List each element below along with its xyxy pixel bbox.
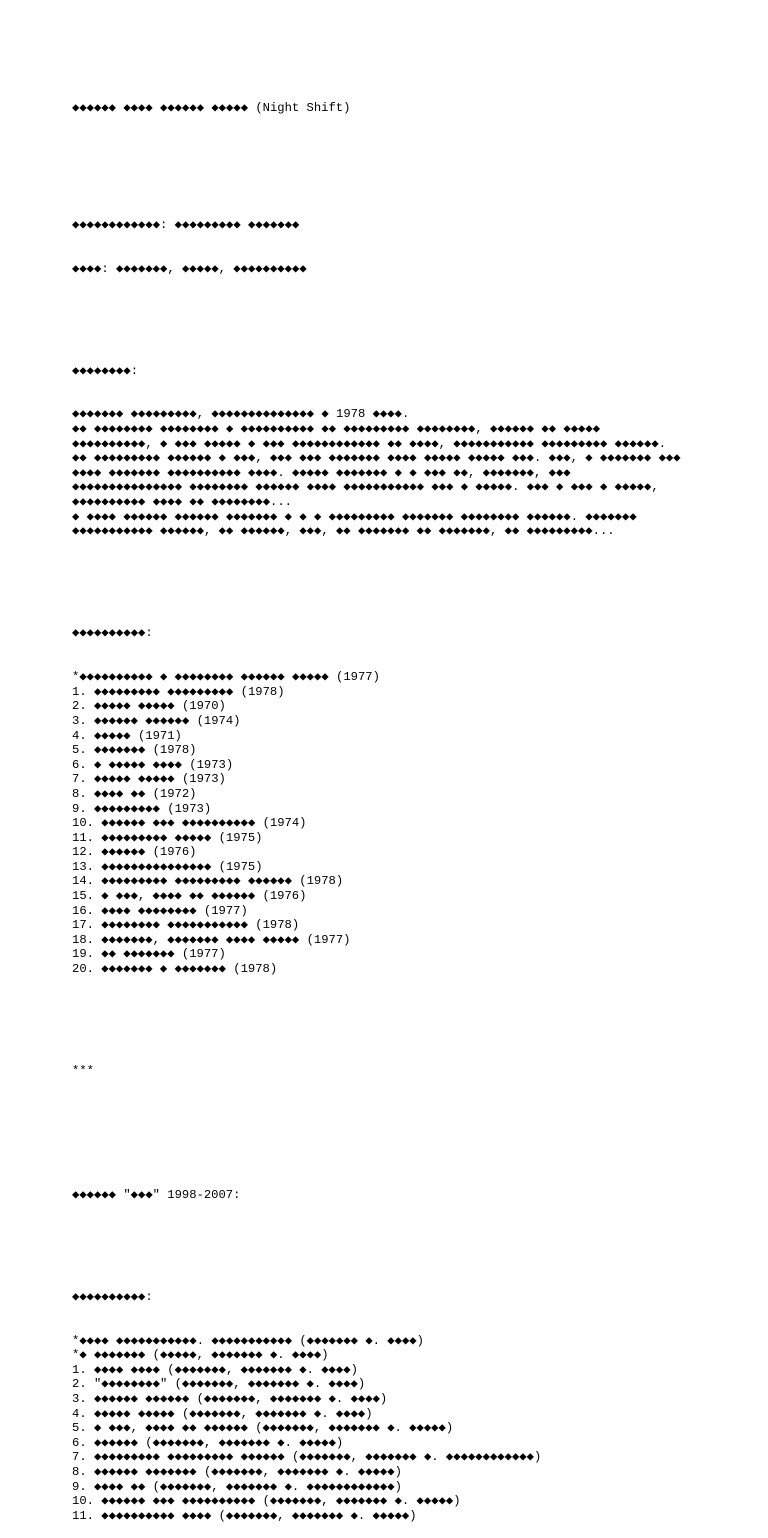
spacer	[72, 568, 728, 583]
list-item: 3. ◆◆◆◆◆◆ ◆◆◆◆◆◆ (◆◆◆◆◆◆◆, ◆◆◆◆◆◆◆ ◆. ◆◆◆◆)	[72, 1392, 388, 1407]
list-item: 6. ◆ ◆◆◆◆◆ ◆◆◆◆ (1973)	[72, 757, 234, 772]
contents-list	[72, 670, 728, 976]
list-item: 5. ◆ ◆◆◆, ◆◆◆◆ ◆◆ ◆◆◆◆◆◆ (◆◆◆◆◆◆◆, ◆◆◆◆◆◆◆ ◆. ◆◆◆◆◆)	[72, 1421, 454, 1436]
description-line: ◆◆◆◆◆◆◆◆◆◆◆◆◆◆◆ ◆◆◆◆◆◆◆◆ ◆◆◆◆◆◆ ◆◆◆◆ ◆◆◆◆◆◆◆◆◆◆◆ ◆◆◆ ◆ ◆◆◆◆◆. ◆◆◆ ◆ ◆◆◆ ◆ ◆◆◆◆◆,	[72, 480, 659, 495]
spacer	[72, 145, 728, 174]
list-item: 2. "◆◆◆◆◆◆◆◆" (◆◆◆◆◆◆◆, ◆◆◆◆◆◆◆ ◆. ◆◆◆◆)	[72, 1377, 366, 1392]
description-line: ◆◆◆◆ ◆◆◆◆◆◆◆ ◆◆◆◆◆◆◆◆◆◆ ◆◆◆◆. ◆◆◆◆◆ ◆◆◆◆◆◆◆ ◆ ◆ ◆◆◆ ◆◆, ◆◆◆◆◆◆◆, ◆◆◆	[72, 465, 571, 480]
separator: ***	[72, 1064, 94, 1079]
list-item: 19. ◆◆ ◆◆◆◆◆◆◆ (1977)	[72, 947, 226, 962]
description-line: ◆◆◆◆◆◆◆ ◆◆◆◆◆◆◆◆◆, ◆◆◆◆◆◆◆◆◆◆◆◆◆◆ ◆ 1978 ◆◆◆◆.	[72, 407, 410, 422]
meta-line: ◆◆◆◆: ◆◆◆◆◆◆◆, ◆◆◆◆◆, ◆◆◆◆◆◆◆◆◆◆	[72, 261, 307, 276]
list-item: 14. ◆◆◆◆◆◆◆◆◆ ◆◆◆◆◆◆◆◆◆ ◆◆◆◆◆◆ (1978)	[72, 874, 344, 889]
contents-heading: ◆◆◆◆◆◆◆◆◆◆:	[72, 626, 153, 641]
list-item: 17. ◆◆◆◆◆◆◆◆ ◆◆◆◆◆◆◆◆◆◆◆ (1978)	[72, 918, 300, 933]
list-item: 6. ◆◆◆◆◆◆ (◆◆◆◆◆◆◆, ◆◆◆◆◆◆◆ ◆. ◆◆◆◆◆)	[72, 1435, 344, 1450]
list-item: 9. ◆◆◆◆◆◆◆◆◆ (1973)	[72, 801, 212, 816]
list-item: 5. ◆◆◆◆◆◆◆ (1978)	[72, 743, 197, 758]
description-heading: ◆◆◆◆◆◆◆◆:	[72, 363, 139, 378]
contents-list-2	[72, 1334, 728, 1524]
document-body	[72, 72, 728, 1538]
spacer	[72, 305, 728, 320]
list-item: 18. ◆◆◆◆◆◆◆, ◆◆◆◆◆◆◆ ◆◆◆◆ ◆◆◆◆◆ (1977)	[72, 932, 351, 947]
list-item: 11. ◆◆◆◆◆◆◆◆◆◆ ◆◆◆◆ (◆◆◆◆◆◆◆, ◆◆◆◆◆◆◆ ◆. ◆◆◆◆◆)	[72, 1508, 417, 1523]
spacer	[72, 1232, 728, 1247]
spacer	[72, 1108, 728, 1144]
spacer	[72, 1006, 728, 1021]
list-item: 3. ◆◆◆◆◆◆ ◆◆◆◆◆◆ (1974)	[72, 713, 241, 728]
list-item: 13. ◆◆◆◆◆◆◆◆◆◆◆◆◆◆◆ (1975)	[72, 859, 263, 874]
description-line: ◆◆ ◆◆◆◆◆◆◆◆◆ ◆◆◆◆◆◆ ◆ ◆◆◆, ◆◆◆ ◆◆◆ ◆◆◆◆◆◆◆ ◆◆◆◆ ◆◆◆◆◆ ◆◆◆◆◆ ◆◆◆. ◆◆◆, ◆ ◆◆◆◆◆◆◆ ◆◆◆	[72, 451, 681, 466]
list-item: 16. ◆◆◆◆ ◆◆◆◆◆◆◆◆ (1977)	[72, 903, 248, 918]
description-text	[72, 407, 728, 538]
list-item: *◆ ◆◆◆◆◆◆◆ (◆◆◆◆◆, ◆◆◆◆◆◆◆ ◆. ◆◆◆◆)	[72, 1348, 329, 1363]
list-item: 8. ◆◆◆◆◆◆ ◆◆◆◆◆◆◆ (◆◆◆◆◆◆◆, ◆◆◆◆◆◆◆ ◆. ◆◆◆◆◆)	[72, 1465, 402, 1480]
description-line: ◆◆◆◆◆◆◆◆◆◆◆ ◆◆◆◆◆◆, ◆◆ ◆◆◆◆◆◆, ◆◆◆, ◆◆ ◆◆◆◆◆◆◆ ◆◆ ◆◆◆◆◆◆◆, ◆◆ ◆◆◆◆◆◆◆◆◆...	[72, 524, 615, 539]
list-item: 1. ◆◆◆◆ ◆◆◆◆ (◆◆◆◆◆◆◆, ◆◆◆◆◆◆◆ ◆. ◆◆◆◆)	[72, 1362, 358, 1377]
list-item: 15. ◆ ◆◆◆, ◆◆◆◆ ◆◆ ◆◆◆◆◆◆ (1976)	[72, 889, 307, 904]
edition-heading: ◆◆◆◆◆◆ "◆◆◆" 1998-2007:	[72, 1187, 241, 1202]
description-line: ◆◆◆◆◆◆◆◆◆◆, ◆ ◆◆◆ ◆◆◆◆◆ ◆ ◆◆◆ ◆◆◆◆◆◆◆◆◆◆◆◆ ◆◆ ◆◆◆◆, ◆◆◆◆◆◆◆◆◆◆◆ ◆◆◆◆◆◆◆◆◆ ◆◆◆◆◆◆.	[72, 436, 667, 451]
list-item: 10. ◆◆◆◆◆◆ ◆◆◆ ◆◆◆◆◆◆◆◆◆◆ (1974)	[72, 816, 307, 831]
description-line: ◆◆◆◆◆◆◆◆◆◆ ◆◆◆◆ ◆◆ ◆◆◆◆◆◆◆◆...	[72, 495, 292, 510]
list-item: 9. ◆◆◆◆ ◆◆ (◆◆◆◆◆◆◆, ◆◆◆◆◆◆◆ ◆. ◆◆◆◆◆◆◆◆◆◆◆◆)	[72, 1479, 402, 1494]
meta-line: ◆◆◆◆◆◆◆◆◆◆◆◆: ◆◆◆◆◆◆◆◆◆ ◆◆◆◆◆◆◆	[72, 217, 300, 232]
description-line: ◆◆ ◆◆◆◆◆◆◆◆ ◆◆◆◆◆◆◆◆ ◆ ◆◆◆◆◆◆◆◆◆◆ ◆◆ ◆◆◆◆◆◆◆◆◆ ◆◆◆◆◆◆◆◆, ◆◆◆◆◆◆ ◆◆ ◆◆◆◆◆	[72, 422, 601, 437]
list-item: 4. ◆◆◆◆◆ ◆◆◆◆◆ (◆◆◆◆◆◆◆, ◆◆◆◆◆◆◆ ◆. ◆◆◆◆)	[72, 1406, 373, 1421]
page-title: ◆◆◆◆◆◆ ◆◆◆◆ ◆◆◆◆◆◆ ◆◆◆◆◆ (Night Shift)	[72, 101, 351, 116]
list-item: 20. ◆◆◆◆◆◆◆ ◆ ◆◆◆◆◆◆◆ (1978)	[72, 962, 278, 977]
list-item: 11. ◆◆◆◆◆◆◆◆◆ ◆◆◆◆◆ (1975)	[72, 830, 263, 845]
description-line: ◆ ◆◆◆◆ ◆◆◆◆◆◆ ◆◆◆◆◆◆ ◆◆◆◆◆◆◆ ◆ ◆ ◆ ◆◆◆◆◆◆◆◆◆ ◆◆◆◆◆◆◆ ◆◆◆◆◆◆◆◆ ◆◆◆◆◆◆. ◆◆◆◆◆◆◆	[72, 509, 637, 524]
contents-heading-2: ◆◆◆◆◆◆◆◆◆◆:	[72, 1289, 153, 1304]
list-item: *◆◆◆◆◆◆◆◆◆◆ ◆ ◆◆◆◆◆◆◆◆ ◆◆◆◆◆◆ ◆◆◆◆◆ (1977)	[72, 670, 380, 685]
list-item: 7. ◆◆◆◆◆ ◆◆◆◆◆ (1973)	[72, 772, 226, 787]
list-item: 1. ◆◆◆◆◆◆◆◆◆ ◆◆◆◆◆◆◆◆◆ (1978)	[72, 684, 285, 699]
list-item: 2. ◆◆◆◆◆ ◆◆◆◆◆ (1970)	[72, 699, 226, 714]
list-item: 7. ◆◆◆◆◆◆◆◆◆ ◆◆◆◆◆◆◆◆◆ ◆◆◆◆◆◆ (◆◆◆◆◆◆◆, ◆◆◆◆◆◆◆ ◆. ◆◆◆◆◆◆◆◆◆◆◆◆)	[72, 1450, 542, 1465]
list-item: *◆◆◆◆ ◆◆◆◆◆◆◆◆◆◆◆. ◆◆◆◆◆◆◆◆◆◆◆ (◆◆◆◆◆◆◆ ◆. ◆◆◆◆)	[72, 1333, 424, 1348]
list-item: 10. ◆◆◆◆◆◆ ◆◆◆ ◆◆◆◆◆◆◆◆◆◆ (◆◆◆◆◆◆◆, ◆◆◆◆◆◆◆ ◆. ◆◆◆◆◆)	[72, 1494, 461, 1509]
list-item: 8. ◆◆◆◆ ◆◆ (1972)	[72, 786, 197, 801]
list-item: 12. ◆◆◆◆◆◆ (1976)	[72, 845, 197, 860]
list-item: 4. ◆◆◆◆◆ (1971)	[72, 728, 182, 743]
